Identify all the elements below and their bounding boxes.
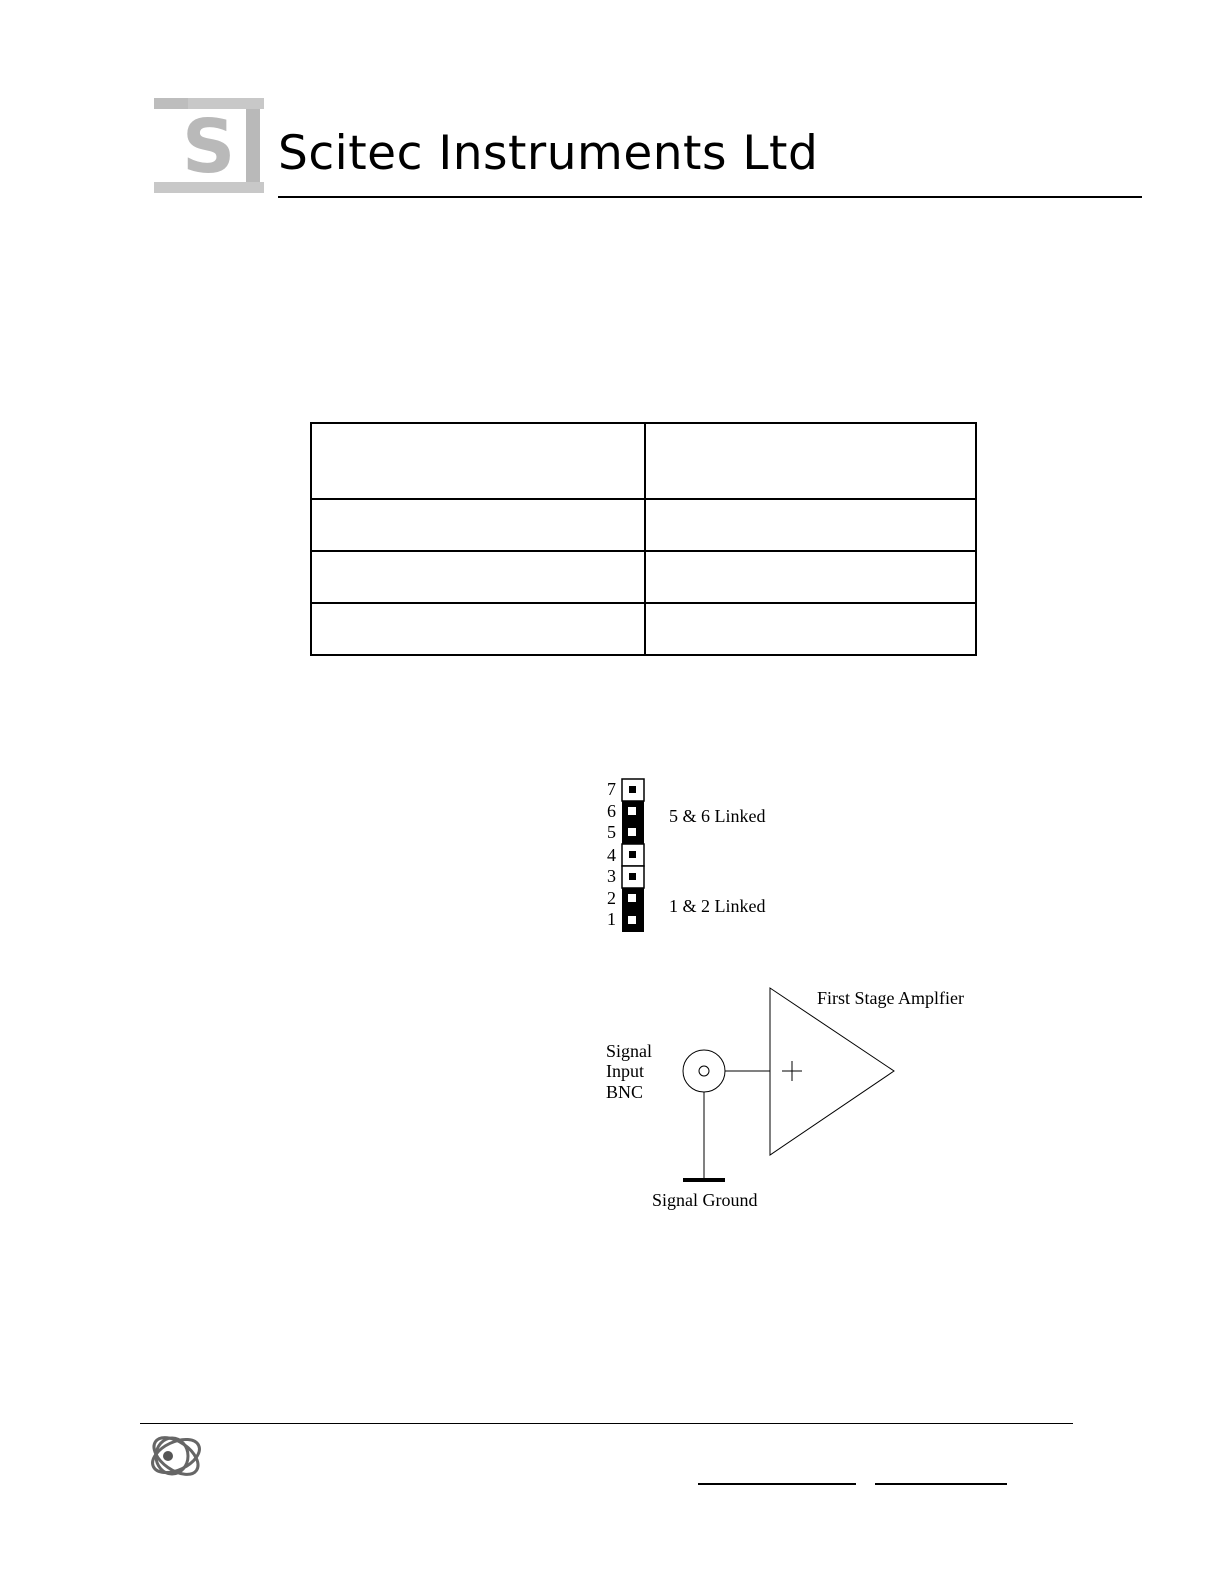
pin-label: 6 [607, 801, 616, 821]
blank-table [310, 422, 977, 656]
table-cell [311, 551, 645, 603]
atom-orbit-logo-icon [146, 1424, 210, 1488]
table-cell [645, 423, 976, 499]
table-cell [645, 499, 976, 551]
jumper-header [622, 779, 644, 932]
input-label-line: BNC [606, 1082, 644, 1102]
company-name: Scitec Instruments Ltd [278, 126, 819, 181]
table-row [311, 499, 976, 551]
si-logo-icon [150, 95, 268, 197]
table-row [311, 603, 976, 655]
table-row [311, 423, 976, 499]
input-label-line: Signal [606, 1041, 653, 1061]
bnc-connector-icon [683, 1050, 725, 1092]
input-label-line: Input [606, 1061, 644, 1081]
ground-label: Signal Ground [652, 1190, 758, 1210]
link-label-1-2: 1 & 2 Linked [669, 896, 766, 916]
ground-symbol [683, 1178, 725, 1182]
footer-underline [875, 1483, 1007, 1485]
svg-text:S: S [182, 104, 236, 190]
link-label-5-6: 5 & 6 Linked [669, 806, 766, 826]
table-row [311, 551, 976, 603]
jumper-and-amplifier-diagram [590, 770, 990, 1220]
pin-label: 5 [607, 822, 616, 842]
table-cell [311, 499, 645, 551]
table-cell [645, 603, 976, 655]
header-divider [278, 196, 1142, 198]
table-cell [645, 551, 976, 603]
footer-underline [698, 1483, 856, 1485]
table-cell [311, 423, 645, 499]
pin-label: 7 [607, 779, 616, 799]
footer-divider [140, 1423, 1073, 1424]
table-cell [311, 603, 645, 655]
pin-label: 4 [607, 845, 616, 865]
pin-label: 1 [607, 909, 616, 929]
pin-label: 3 [607, 866, 616, 886]
amplifier-label: First Stage Amplfier [817, 988, 964, 1008]
pin-label: 2 [607, 888, 616, 908]
